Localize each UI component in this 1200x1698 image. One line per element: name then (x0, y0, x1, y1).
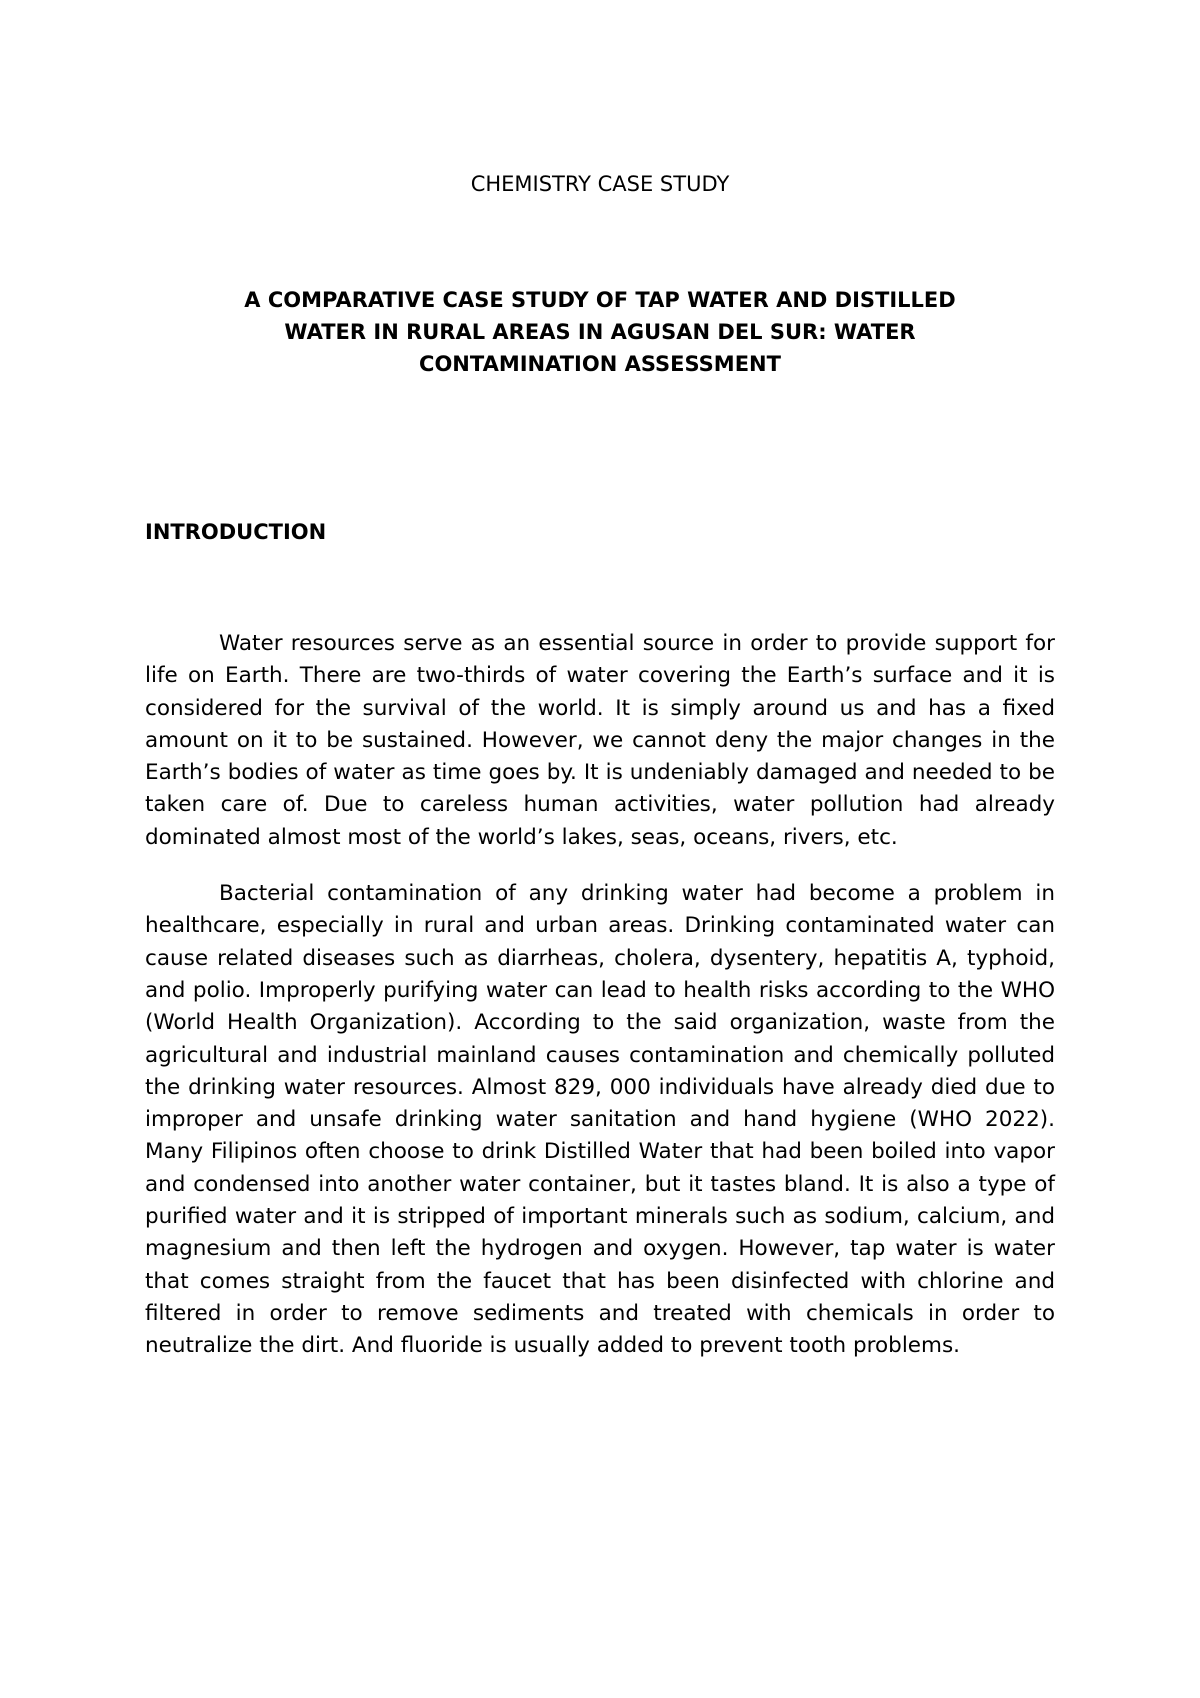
document-title (145, 284, 1055, 380)
section-heading-introduction: INTRODUCTION (145, 520, 327, 544)
title-line: WATER IN RURAL AREAS IN AGUSAN DEL SUR: WATER (284, 320, 916, 344)
document-label: CHEMISTRY CASE STUDY (470, 172, 730, 196)
paragraph: Bacterial contamination of any drinking water had become a problem in healthcare, especially in rural and urban areas. Drinking contaminated water can cause related diseases such as diarrheas, cholera, dysentery, hepatitis A, typhoid, and polio. Improperly purifying water can lead to health risks according to the WHO (World Health Organization). According to the said organization, waste from the agricultural and industrial mainland causes contamination and chemically polluted the drinking water resources. Almost 829, 000 individuals have already died due to improper and unsafe drinking water sanitation and hand hygiene (WHO 2022). Many Filipinos often choose to drink Distilled Water that had been boiled into vapor and condensed into another water container, but it tastes bland. It is also a type of purified water and it is stripped of important minerals such as sodium, calcium, and magnesium and then left the hydrogen and oxygen. However, tap water is water that comes straight from the faucet that has been disinfected with chlorine and filtered in order to remove sediments and treated with chemicals in order to neutralize the dirt. And fluoride is usually added to prevent tooth problems. (145, 881, 1055, 1359)
paragraph: Water resources serve as an essential source in order to provide support for life on Earth. There are two-thirds of water covering the Earth’s surface and it is considered for the survival of the world. It is simply around us and has a fixed amount on it to be sustained. However, we cannot deny the major changes in the Earth’s bodies of water as time goes by. It is undeniably damaged and needed to be taken care of. Due to careless human activities, water pollution had already dominated almost most of the world’s lakes, seas, oceans, rivers, etc. (145, 631, 1055, 850)
title-line: A COMPARATIVE CASE STUDY OF TAP WATER AND DISTILLED (244, 288, 956, 312)
introduction-body (145, 628, 1055, 1387)
title-line: CONTAMINATION ASSESSMENT (419, 352, 781, 376)
